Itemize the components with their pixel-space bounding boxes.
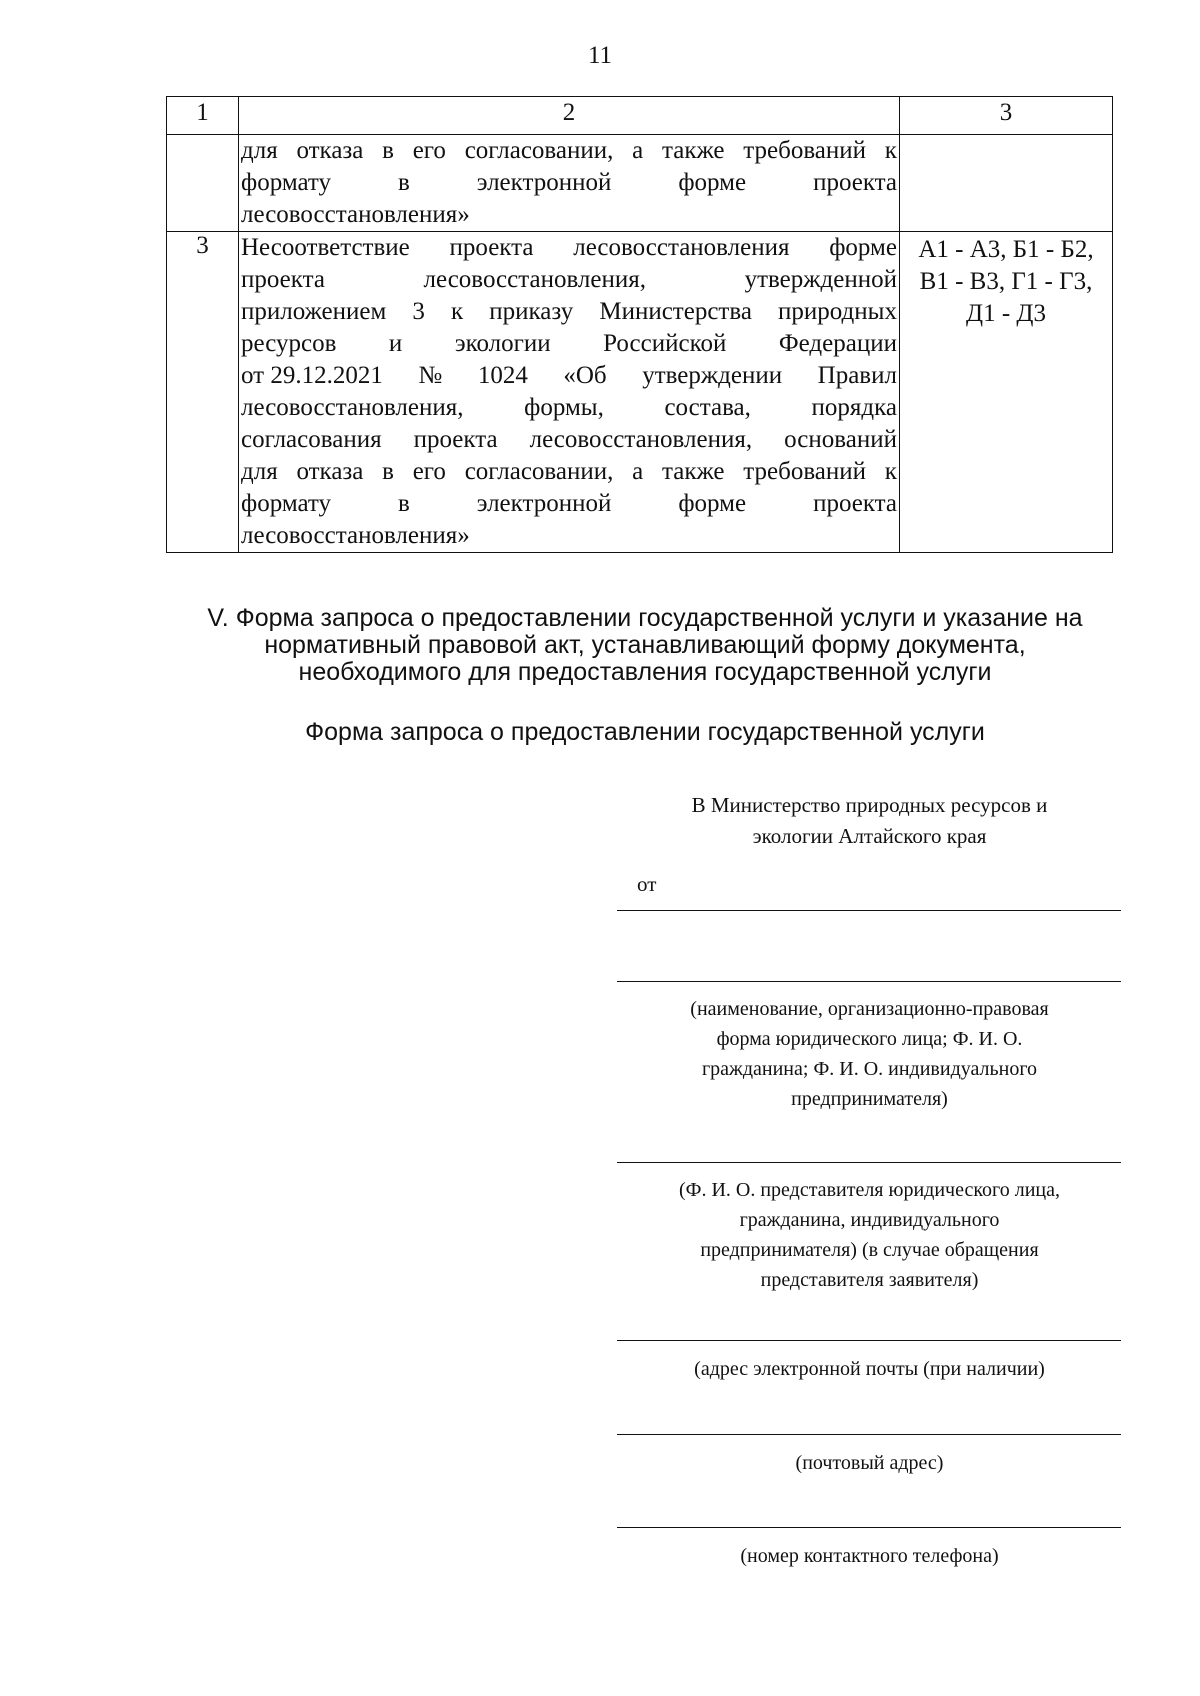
row-codes-text [900,232,1112,330]
section-title-line: V. Форма запроса о предоставлении государственной услуги и указание на [207,604,1083,632]
word: лесовосстановления, [529,426,753,453]
word: отказа [296,458,364,485]
representative-caption [617,1175,1122,1295]
text-line [241,392,897,424]
word: лесовосстановления, [423,266,647,293]
applicant-line-1[interactable] [617,910,1121,911]
applicant-line-2[interactable] [617,981,1121,982]
word: требований [743,137,867,164]
word: лесовосстановления [573,234,790,261]
word: согласовании, [464,137,614,164]
text-line [241,520,897,552]
word: отказа [296,137,364,164]
phone-caption [617,1541,1122,1571]
row-description [239,232,900,553]
word: № [418,362,443,389]
section-title-line: нормативный правовой акт, устанавливающий форму документа, [264,631,1026,659]
word: формы, [524,394,604,421]
addressee [617,790,1122,852]
row-description-text [239,232,899,552]
word: в [382,458,394,485]
table-row [167,232,1113,553]
word: к [451,298,464,325]
word: оснований [784,426,897,453]
word: также [662,458,725,485]
addressee-line: В Министерство природных ресурсов и [691,793,1048,817]
header-col-3: 3 [900,97,1113,135]
word: а [632,137,644,164]
word: «Об [563,362,607,389]
word: приказу [489,298,574,325]
word: требований [743,458,867,485]
word: проекта [241,266,325,293]
word: формату [241,169,332,196]
caption-line: (адрес электронной почты (при наличии) [694,1358,1045,1380]
word: в [398,169,410,196]
word: в [382,137,394,164]
text-line [241,488,897,520]
word: лесовосстановления, [241,394,464,421]
word: ресурсов [241,330,337,357]
text-line [241,360,897,392]
caption-line: предпринимателя) [791,1088,948,1110]
word: приложением [241,298,387,325]
applicant-caption [617,994,1122,1114]
header-col-2: 2 [239,97,900,135]
text-line [241,424,897,456]
word: от 29.12.2021 [241,362,383,389]
text-line [241,328,897,360]
postal-address-line[interactable] [617,1434,1121,1435]
row-codes [900,135,1113,232]
representative-line[interactable] [617,1162,1121,1163]
word: Правил [817,362,897,389]
word: формату [241,490,332,517]
row-number [167,135,239,232]
code-line: Д1 - Д3 [966,300,1046,327]
word: для [241,137,278,164]
word: согласовании, [464,458,614,485]
word: экологии [454,330,551,357]
word: состава, [664,394,751,421]
word: лесовосстановления» [241,201,470,228]
text-line [241,456,897,488]
word: Российской [603,330,727,357]
word: проекта [449,234,534,261]
caption-line: (Ф. И. О. представителя юридического лица, [678,1179,1061,1201]
word: в [398,490,410,517]
caption-line: (почтовый адрес) [795,1452,944,1474]
header-col-1: 1 [167,97,239,135]
text-line [241,296,897,328]
word: его [412,458,446,485]
from-label: от [637,872,657,896]
word: и [388,330,403,357]
section-title [150,605,1140,686]
email-line[interactable] [617,1340,1121,1341]
word: а [632,458,644,485]
code-line: А1 - А3, Б1 - Б2, [918,236,1094,263]
row-codes [900,232,1113,553]
caption-line: гражданина, индивидуального [739,1209,1000,1231]
word: его [412,137,446,164]
text-line [241,135,897,167]
caption-line: (наименование, организационно-правовая [690,998,1049,1020]
text-line [241,167,897,199]
word: 1024 [477,362,528,389]
table-row [167,135,1113,232]
word: природных [778,298,897,325]
word: Несоответствие [241,234,410,261]
word: к [884,458,897,485]
word: к [884,137,897,164]
row-description-text [239,135,899,231]
word: утверждении [642,362,783,389]
word: Министерства [599,298,752,325]
row-number: 3 [167,232,239,553]
word: 3 [412,298,425,325]
word: Федерации [778,330,897,357]
page-number: 11 [587,42,613,69]
criteria-table [166,96,1113,553]
email-caption [617,1354,1122,1384]
phone-line[interactable] [617,1527,1121,1528]
caption-line: предпринимателя) (в случае обращения [700,1239,1039,1261]
word: для [241,458,278,485]
word: проекта [813,169,897,196]
caption-line: (номер контактного телефона) [740,1545,999,1567]
word: электронной [476,490,612,517]
row-description [239,135,900,232]
text-line [241,199,897,231]
word: электронной [476,169,612,196]
caption-line: гражданина; Ф. И. О. индивидуального [701,1058,1038,1080]
code-line: В1 - В3, Г1 - Г3, [919,268,1093,295]
word: утвержденной [744,266,897,293]
caption-line: представителя заявителя) [760,1269,979,1291]
text-line [241,264,897,296]
word: форме [678,490,747,517]
text-line [241,232,897,264]
word: согласования [241,426,382,453]
word: проекта [413,426,498,453]
word: порядка [811,394,897,421]
word: лесовосстановления» [241,522,470,549]
form-title: Форма запроса о предоставлении государственной услуги [305,718,985,746]
word: форме [678,169,747,196]
table-header-row [167,97,1113,135]
caption-line: форма юридического лица; Ф. И. О. [716,1028,1023,1050]
addressee-line: экологии Алтайского края [752,824,987,848]
section-title-line: необходимого для предоставления государственной услуги [298,658,992,686]
word: проекта [813,490,897,517]
word: также [662,137,725,164]
postal-caption [617,1448,1122,1478]
word: форме [829,234,897,261]
